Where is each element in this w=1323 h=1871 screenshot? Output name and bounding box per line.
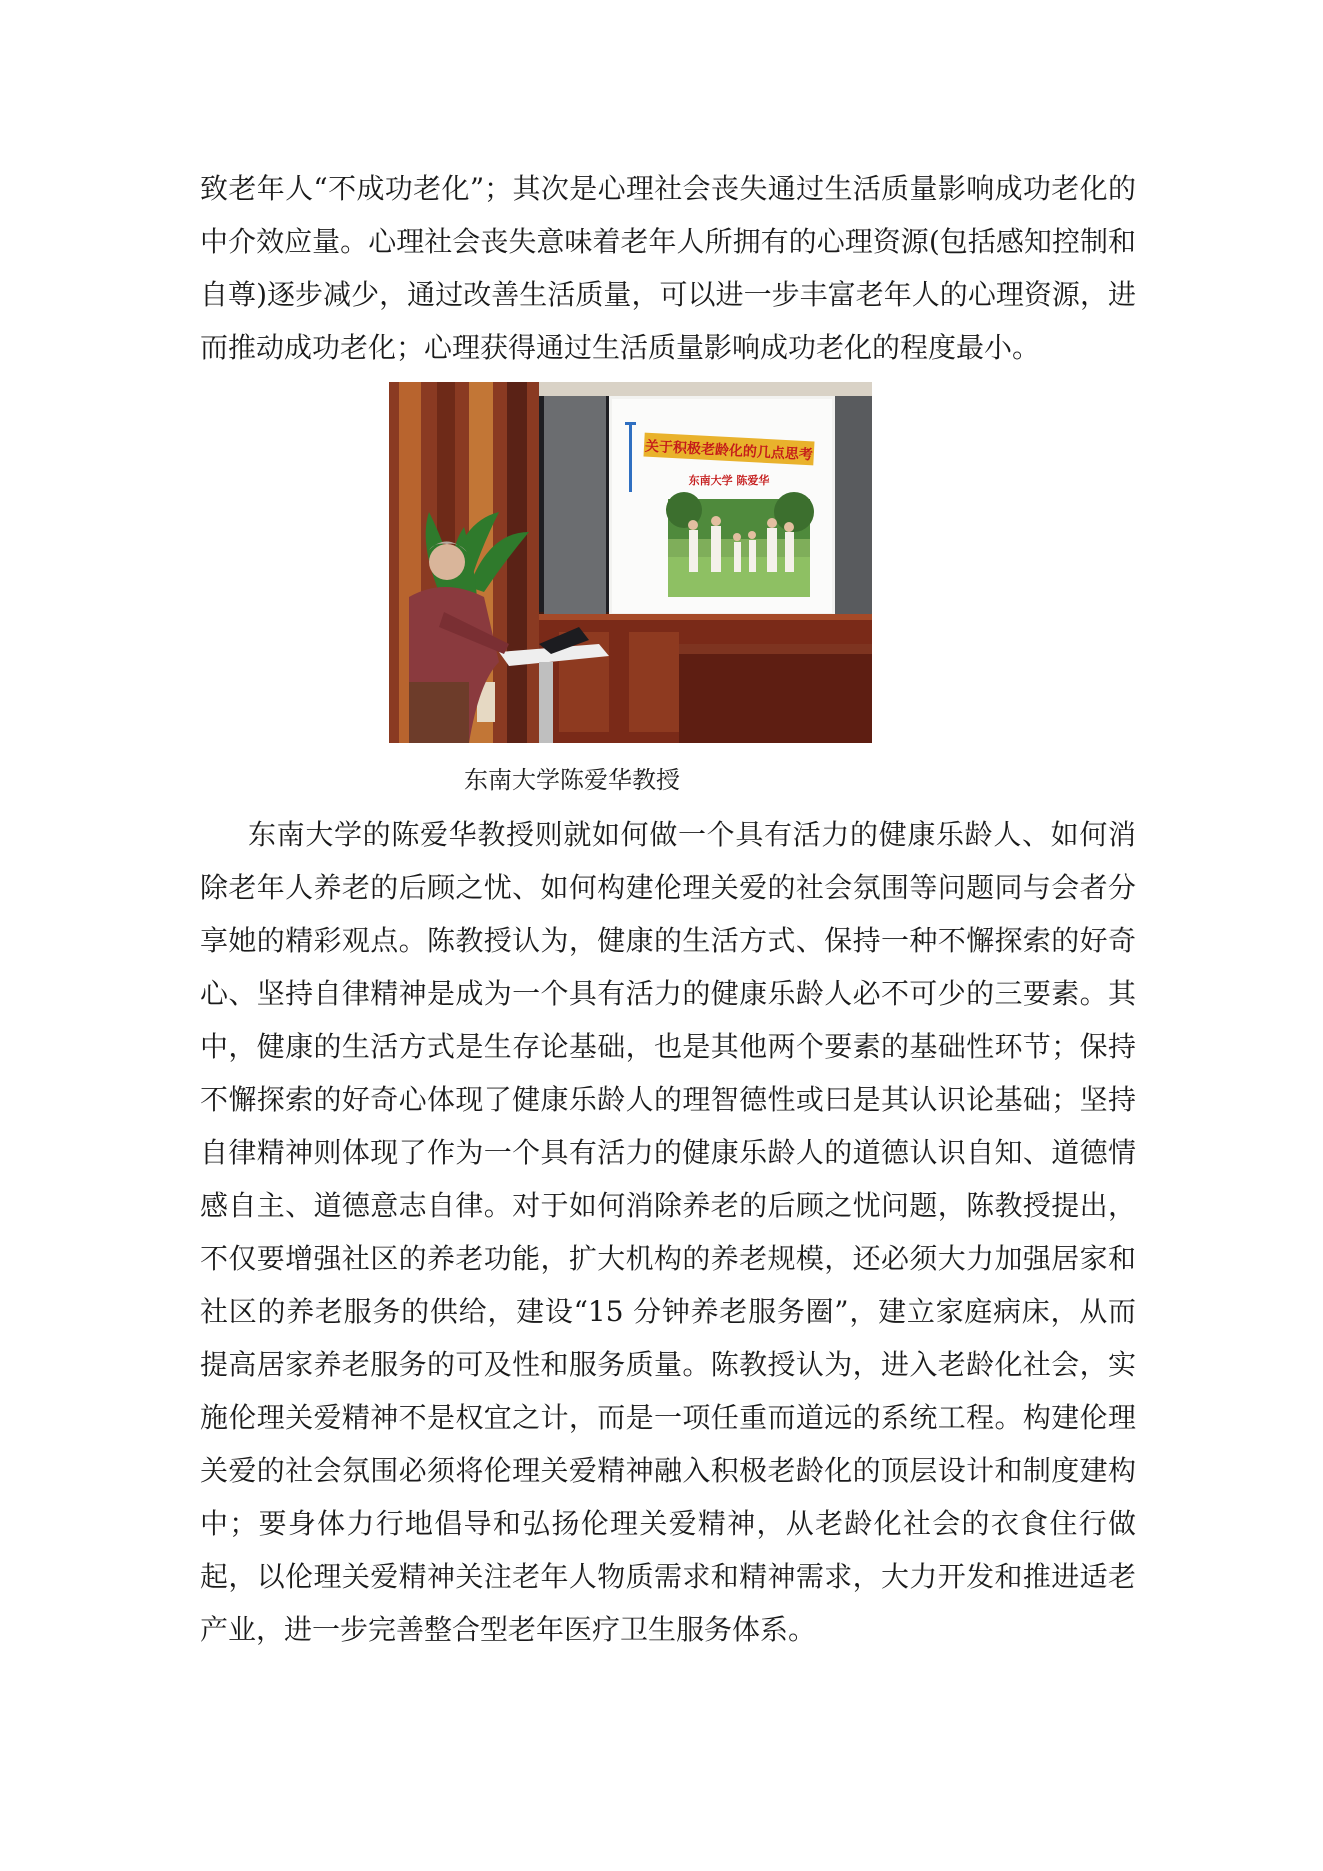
paragraph-2: 东南大学的陈爱华教授则就如何做一个具有活力的健康乐龄人、如何消除老年人养老的后顾之忧、如何构建伦理关爱的社会氛围等问题同与会者分享她的精彩观点。陈教授认为，健康的生活方式、保持一种不懈探索的好奇心、坚持自律精神是成为一个具有活力的健康乐龄人必不可少的三要素。其中，健康的生活方式是生存论基础，也是其他两个要素的基础性环节；保持不懈探索的好奇心体现了健康乐龄人的理智德性或曰是其认识论基础；坚持自律精神则体现了作为一个具有活力的健康乐龄人的道德认识自知、道德情感自主、道德意志自律。对于如何消除养老的后顾之忧问题，陈教授提出，不仅要增强社区的养老功能，扩大机构的养老规模，还必须大力加强居家和社区的养老服务的供给，建设“15 分钟养老服务圈”，建立家庭病床，从而提高居家养老服务的可及性和服务质量。陈教授认为，进入老龄化社会，实施伦理关爱精神不是权宜之计，而是一项任重而道远的系统工程。构建伦理关爱的社会氛围必须将伦理关爱精神融入积极老龄化的顶层设计和制度建构中；要身体力行地倡导和弘扬伦理关爱精神，从老龄化社会的衣食住行做起，以伦理关爱精神关注老年人物质需求和精神需求，大力开发和推进适老产业，进一步完善整合型老年医疗卫生服务体系。 <box>200 818 1136 1646</box>
figure-caption: 东南大学陈爱华教授 <box>464 766 680 794</box>
paragraph-1: 致老年人“不成功老化”；其次是心理社会丧失通过生活质量影响成功老化的中介效应量。心理社会丧失意味着老年人所拥有的心理资源(包括感知控制和自尊)逐步减少，通过改善生活质量，可以进一步丰富老年人的心理资源，进而推动成功老化；心理获得通过生活质量影响成功老化的程度最小。 <box>200 172 1136 364</box>
lecture-photo <box>389 382 872 743</box>
slide-title: 关于积极老龄化的几点思考 <box>644 438 814 464</box>
slide-subtitle: 东南大学 陈爱华 <box>688 474 770 487</box>
